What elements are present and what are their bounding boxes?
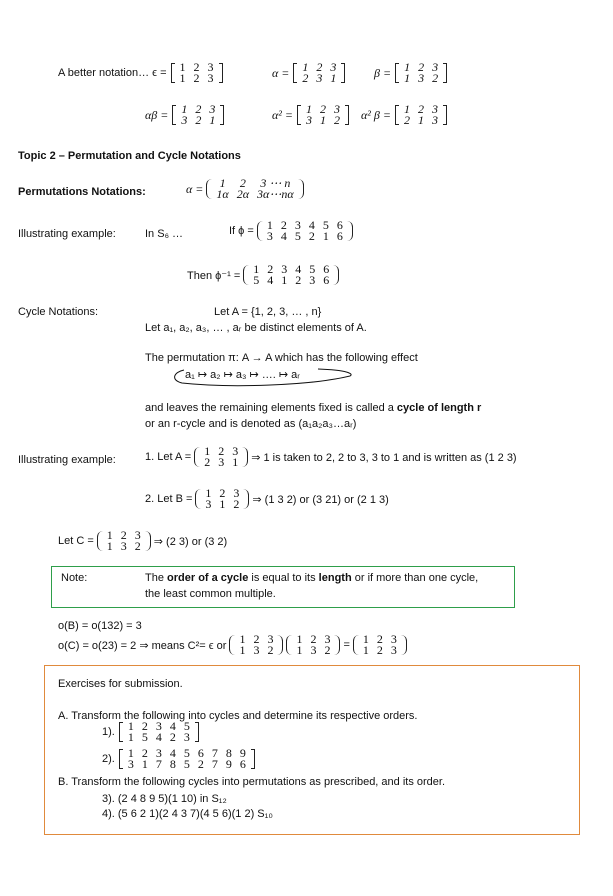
matrix-cell: 3 (267, 632, 274, 646)
alpha2beta-label: α² β = (361, 107, 391, 122)
matrix-cell: 1 (362, 643, 369, 657)
matrix-cell: 1 (239, 643, 246, 657)
matrix-cell: 2 (141, 719, 148, 733)
matrix-b (195, 488, 249, 510)
matrix-cell: 1 (417, 113, 424, 127)
ex2-c-post: ⇒ (2 3) or (3 2) (153, 535, 228, 548)
matrix-c (97, 530, 151, 552)
matrix-cell: 2 (195, 113, 202, 127)
matrix-cell: 8 (225, 746, 232, 760)
matrix-cell: 3 (294, 218, 301, 232)
order-matrix-2 (286, 634, 340, 656)
note-label: Note: (61, 572, 88, 584)
matrix-cell: 2 (418, 60, 425, 74)
matrix-cell: 2 (267, 262, 274, 276)
matrix-cell: 5 (253, 273, 260, 287)
matrix-cell: 3 (281, 262, 288, 276)
exercise-2 (102, 748, 256, 770)
perm-alpha-matrix (206, 178, 303, 200)
matrix-cell: 1 (296, 643, 303, 657)
matrix-cell: 3 (306, 113, 312, 127)
matrix-cell: 2 (193, 71, 200, 85)
matrix-cell: 2 (324, 643, 331, 657)
note-t5: or if more than one cycle, (351, 572, 479, 584)
matrix-cell: 3 (316, 71, 323, 85)
exercise-2-matrix (118, 748, 256, 770)
exercise-4: 4). (5 6 2 1)(2 4 3 7)(4 5 6)(1 2) S₁₀ (102, 808, 273, 820)
matrix-cell: 3 (207, 60, 214, 74)
notation-row-1 (58, 62, 224, 84)
matrix-cell: 3 (390, 643, 397, 657)
phi-inv-matrix (243, 264, 339, 286)
matrix-cell: 4 (308, 218, 315, 232)
matrix-cell: 5 (294, 229, 301, 243)
matrix-cell: 2 (280, 218, 287, 232)
perm-alpha-def (186, 178, 304, 200)
alphabeta-def (145, 104, 225, 126)
matrix-cell: 3 (431, 102, 438, 116)
matrix-cell: 2 (376, 643, 383, 657)
matrix-cell: 1 (404, 71, 411, 85)
note-t4: length (318, 572, 352, 584)
matrix-cell: 6 (336, 229, 343, 243)
matrix-cell: 3 (266, 229, 273, 243)
matrix-cell: 7 (211, 746, 218, 760)
matrix-cell: 6 (197, 746, 204, 760)
matrix-cell: 2α (236, 187, 250, 201)
matrix-cell: 1 (179, 60, 186, 74)
alpha2beta-matrix (394, 104, 448, 126)
matrix-a (194, 446, 248, 468)
matrix-cell: 2 (376, 632, 383, 646)
beta-def (374, 62, 448, 84)
note-line1 (145, 572, 478, 584)
matrix-cell: 1 (127, 719, 134, 733)
matrix-cell: 2 (334, 113, 340, 127)
order-c (58, 634, 407, 656)
notation-intro: A better notation… ϵ = (58, 67, 167, 79)
exercise-3: 3). (2 4 8 9 5)(1 10) in S₁₂ (102, 793, 227, 805)
matrix-cell: 2 (193, 60, 200, 74)
phi-def (229, 220, 353, 242)
matrix-cell: 6 (336, 218, 343, 232)
exercise-2-label: 2). (102, 753, 115, 765)
matrix-cell: 4 (155, 730, 162, 744)
matrix-cell: 1 (232, 455, 239, 469)
ex2-label: Illustrating example: (18, 454, 116, 466)
cycle-line4 (145, 402, 481, 414)
matrix-cell: 1 (253, 262, 260, 276)
phi-matrix (257, 220, 353, 242)
matrix-cell: 2 (141, 746, 148, 760)
matrix-cell: 2 (253, 632, 260, 646)
matrix-cell: 2 (218, 444, 225, 458)
matrix-cell: 3 (310, 643, 317, 657)
cycle-effect: a₁ ↦ a₂ ↦ a₃ ↦ …. ↦ aᵣ (185, 369, 300, 381)
ex2-c (58, 530, 227, 552)
matrix-cell: 7 (211, 757, 218, 771)
matrix-cell: 7 (155, 757, 162, 771)
matrix-cell: 1 (362, 632, 369, 646)
matrix-cell: 1 (404, 60, 411, 74)
exercise-a: A. Transform the following into cycles and determine its respective orders. (58, 710, 418, 722)
note-t2: order of a cycle (167, 572, 249, 584)
matrix-cell: 5 (141, 730, 148, 744)
matrix-cell: 3 (127, 757, 134, 771)
matrix-cell: 1 (219, 497, 226, 511)
matrix-cell: 3 (390, 632, 397, 646)
matrix-cell: 1 (179, 71, 186, 85)
order-c-pre: o(C) = o(23) = 2 ⇒ means C²= ϵ or (58, 639, 227, 652)
matrix-cell: 1 (204, 444, 211, 458)
matrix-cell: 1 (127, 746, 134, 760)
matrix-cell: 3 (209, 102, 216, 116)
matrix-cell: 1 (106, 528, 113, 542)
matrix-cell: 3 ⋯ n (260, 176, 291, 190)
order-matrix-3 (353, 634, 407, 656)
perm-alpha-label: α = (186, 181, 204, 196)
matrix-cell: 3 (253, 643, 260, 657)
ex2-item1-pre: 1. Let A = (145, 451, 192, 463)
matrix-cell: 3 (432, 60, 439, 74)
note-t1: The (145, 572, 168, 584)
matrix-cell: 2 (302, 71, 309, 85)
matrix-cell: 3 (232, 444, 239, 458)
ex2-item2-pre: 2. Let B = (145, 493, 193, 505)
ex2-item1 (145, 446, 517, 468)
matrix-cell: 1 (266, 218, 273, 232)
matrix-cell: 8 (169, 757, 176, 771)
matrix-cell: 5 (183, 719, 190, 733)
note-line2: the least common multiple. (145, 588, 276, 600)
ex1-in-s6: In S₆ … (145, 228, 184, 240)
matrix-cell: 3 (155, 719, 162, 733)
matrix-cell: 2 (195, 102, 202, 116)
alphabeta-matrix (171, 104, 225, 126)
alpha2beta-def (361, 104, 448, 126)
matrix-cell: 1 (205, 486, 212, 500)
alpha2-matrix (296, 104, 350, 126)
beta-matrix (394, 62, 448, 84)
matrix-cell: 2 (316, 60, 323, 74)
matrix-cell: 3 (134, 528, 141, 542)
alpha2-def (272, 104, 350, 126)
matrix-cell: 3 (309, 273, 316, 287)
matrix-cell: 1 (330, 71, 337, 85)
matrix-cell: 2 (432, 71, 439, 85)
matrix-cell: 3 (181, 113, 188, 127)
matrix-cell: 2 (320, 102, 326, 116)
matrix-cell: 1 (141, 757, 148, 771)
perm-heading: Permutations Notations: (18, 186, 146, 198)
matrix-cell: 1 (320, 113, 326, 127)
matrix-cell: 1 (306, 102, 312, 116)
matrix-cell: 2 (295, 273, 302, 287)
matrix-cell: 3 (183, 730, 190, 744)
alpha-label: α = (272, 65, 290, 80)
matrix-cell: 6 (239, 757, 246, 771)
matrix-cell: 1 (403, 102, 410, 116)
matrix-cell: 4 (280, 229, 287, 243)
matrix-cell: 4 (169, 719, 176, 733)
matrix-cell: 3 (330, 60, 337, 74)
matrix-cell: 6 (323, 262, 330, 276)
matrix-cell: 1 (322, 229, 329, 243)
alpha-def (272, 62, 346, 84)
matrix-cell: 6 (323, 273, 330, 287)
matrix-cell: 2 (120, 528, 127, 542)
matrix-cell: 2 (403, 113, 410, 127)
matrix-cell: 1α (216, 187, 229, 201)
alpha-matrix (292, 62, 346, 84)
exercises-title: Exercises for submission. (58, 678, 183, 690)
ex2-item2-post: ⇒ (1 3 2) or (3 21) or (2 1 3) (252, 493, 389, 506)
exercise-1 (102, 721, 200, 743)
matrix-cell: 2 (169, 730, 176, 744)
order-b: o(B) = o(132) = 3 (58, 620, 142, 632)
matrix-cell: 3 (120, 539, 127, 553)
matrix-cell: 2 (233, 497, 240, 511)
matrix-cell: 1 (181, 102, 188, 116)
ex2-item2 (145, 488, 389, 510)
matrix-cell: 3 (324, 632, 331, 646)
matrix-cell: 2 (219, 486, 226, 500)
ex1-label: Illustrating example: (18, 228, 116, 240)
matrix-cell: 3α⋯nα (257, 187, 294, 201)
matrix-cell: 2 (267, 643, 274, 657)
matrix-cell: 2 (417, 102, 424, 116)
cycle-length-term: cycle of length r (396, 402, 482, 414)
topic-title: Topic 2 – Permutation and Cycle Notations (18, 150, 241, 162)
matrix-cell: 1 (209, 113, 216, 127)
matrix-cell: 5 (183, 757, 190, 771)
matrix-cell: 5 (309, 262, 316, 276)
matrix-cell: 5 (183, 746, 190, 760)
alpha2-label: α² = (272, 107, 293, 122)
matrix-cell: 3 (418, 71, 425, 85)
matrix-cell: 3 (207, 71, 214, 85)
matrix-cell: 3 (233, 486, 240, 500)
matrix-cell: 4 (169, 746, 176, 760)
matrix-cell: 1 (239, 632, 246, 646)
matrix-cell: 3 (218, 455, 225, 469)
matrix-cell: 3 (334, 102, 340, 116)
matrix-cell: 4 (295, 262, 302, 276)
matrix-cell: 2 (197, 757, 204, 771)
cycle-label: Cycle Notations: (18, 306, 99, 318)
cycle-let-a: Let A = {1, 2, 3, … , n} (214, 306, 322, 318)
beta-label: β = (374, 65, 392, 80)
order-eq: = (343, 639, 350, 651)
matrix-cell: 1 (281, 273, 288, 287)
exercise-b: B. Transform the following cycles into permutations as prescribed, and its order. (58, 776, 446, 788)
note-t3: is equal to its (248, 572, 319, 584)
alphabeta-label: αβ = (145, 107, 169, 122)
matrix-cell: 4 (267, 273, 274, 287)
ex2-item1-post: ⇒ 1 is taken to 2, 2 to 3, 3 to 1 and is written as (1 2 3) (251, 451, 517, 464)
matrix-cell: 3 (155, 746, 162, 760)
phi-inv-label: Then ϕ⁻¹ = (187, 269, 241, 282)
matrix-cell: 9 (225, 757, 232, 771)
matrix-cell: 5 (322, 218, 329, 232)
matrix-cell: 2 (239, 176, 246, 190)
cycle-line4-text: and leaves the remaining elements fixed is called a (145, 402, 397, 414)
cycle-line3: The permutation π: A → A which has the following effect (145, 352, 418, 364)
cycle-line5: or an r-cycle and is denoted as (a₁a₂a₃…aᵣ) (145, 418, 357, 430)
matrix-cell: 1 (127, 730, 134, 744)
exercise-1-matrix (118, 721, 200, 743)
matrix-cell: 9 (239, 746, 246, 760)
phi-inv-def (187, 264, 339, 286)
exercise-1-label: 1). (102, 726, 115, 738)
matrix-cell: 2 (310, 632, 317, 646)
cycle-line2: Let a₁, a₂, a₃, … , aᵣ be distinct elements of A. (145, 322, 367, 334)
order-matrix-1 (229, 634, 283, 656)
matrix-cell: 3 (205, 497, 212, 511)
matrix-cell: 1 (296, 632, 303, 646)
phi-label: If ϕ = (229, 225, 254, 237)
matrix-cell: 2 (204, 455, 211, 469)
matrix-cell: 1 (106, 539, 113, 553)
epsilon-matrix (170, 62, 224, 84)
matrix-cell: 2 (134, 539, 141, 553)
matrix-cell: 1 (302, 60, 309, 74)
matrix-cell: 2 (308, 229, 315, 243)
matrix-cell: 1 (219, 176, 226, 190)
ex2-c-pre: Let C = (58, 535, 94, 547)
matrix-cell: 3 (431, 113, 438, 127)
